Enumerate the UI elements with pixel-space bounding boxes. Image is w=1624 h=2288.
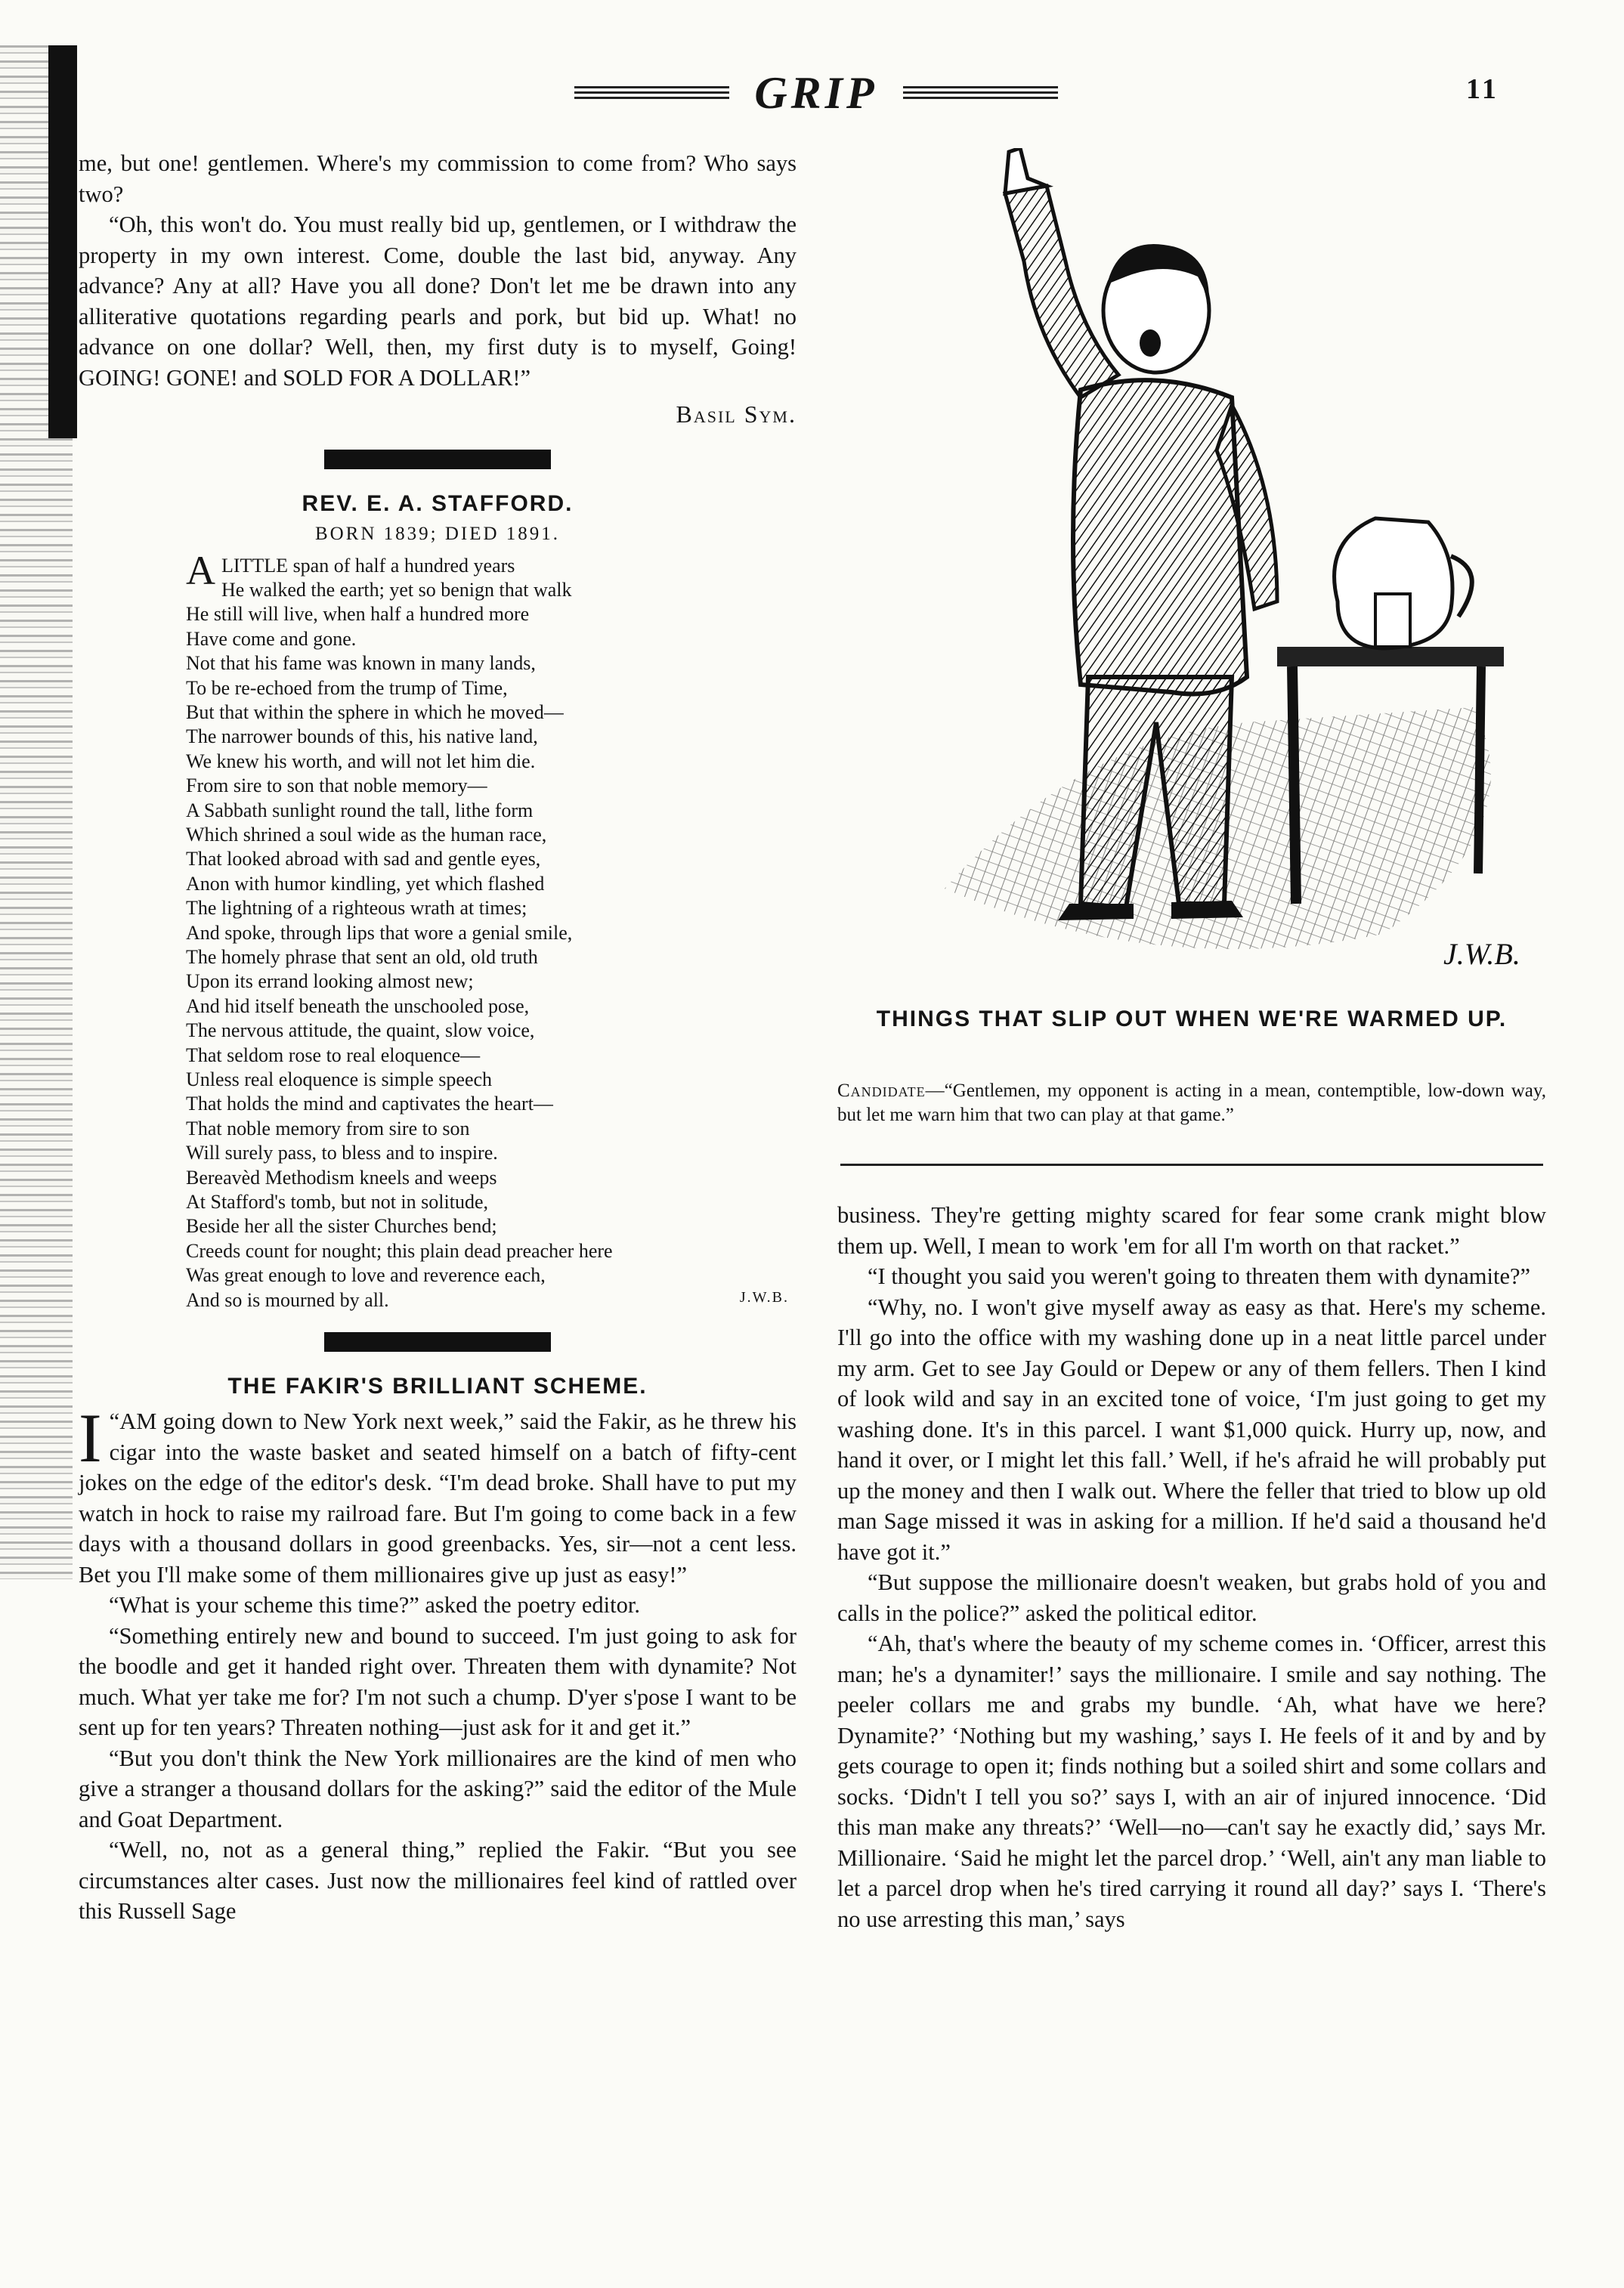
story-paragraph: “I thought you said you weren't going to threaten them with dynamite?”: [868, 1263, 1531, 1289]
poem-dropcap: A: [186, 547, 215, 593]
cartoon-caption: [837, 1079, 1546, 1127]
auction-paragraph: me, but one! gentlemen. Where's my commission to come from? Who says two?: [79, 150, 797, 207]
poem-line: And hid itself beneath the unschooled pose,: [186, 994, 530, 1017]
left-column: [79, 148, 797, 1927]
poem-line: And spoke, through lips that wore a genial smile,: [186, 921, 573, 944]
artist-signature: J.W.B.: [1443, 937, 1520, 971]
caption-rule: [840, 1164, 1543, 1166]
poem-line: Beside her all the sister Churches bend;: [186, 1215, 497, 1238]
poem-body: [79, 547, 797, 1313]
poem-line: The homely phrase that sent an old, old truth: [186, 946, 538, 968]
story-open-quote: “: [109, 1408, 120, 1435]
poem-dates: BORN 1839; DIED 1891.: [314, 523, 561, 544]
poem-signature: J.W.B.: [739, 1288, 789, 1306]
story-title: THE FAKIR'S BRILLIANT SCHEME.: [227, 1374, 648, 1399]
story-paragraph: “Why, no. I won't give myself away as easy as that. Here's my scheme. I'll go into the office with my washing done up in a neat little parcel under my arm. Get to see Jay Gould or Depew or any of them fellers. Then I kind of look wild and say in an excited tone of voice, ‘I'm just going to get my washing done. It's in this parcel. I want $1,000 quick. Hurry up, now, and hand it over, or I might let this fall.’ Well, if he's afraid he will probably put up the money and then I walk out. Where the feller that tried to blow up old man Sage missed it was in asking for a million. If he'd said a thousand he'd have got it.”: [837, 1294, 1546, 1565]
poem-line: Not that his fame was known in many lands,: [186, 652, 536, 675]
poem-line: And so is mourned by all.: [186, 1288, 389, 1311]
poem-line: That holds the mind and captivates the heart—: [186, 1093, 553, 1115]
poem-line: He walked the earth; yet so benign that walk: [221, 578, 572, 601]
story-paragraph: “What is your scheme this time?” asked the poetry editor.: [109, 1592, 640, 1619]
poem-line: That noble memory from sire to son: [186, 1117, 470, 1139]
story-paragraph: “But you don't think the New York millionaires are the kind of men who give a stranger a thousand dollars for the asking?” said the editor of the Mule and Goat Department.: [79, 1745, 797, 1832]
poem-line: He still will live, when half a hundred more: [186, 603, 530, 626]
poem-line: That seldom rose to real eloquence—: [186, 1044, 481, 1066]
cartoon-title: THINGS THAT SLIP OUT WHEN WE'RE WARMED UP.: [876, 1006, 1508, 1031]
masthead: [574, 66, 1058, 119]
story-paragraph: [79, 1399, 797, 1590]
poem-line: Upon its errand looking almost new;: [186, 970, 474, 993]
poem-line: Have come and gone.: [186, 627, 357, 650]
story-paragraph: “Something entirely new and bound to succeed. I'm just going to ask for the boodle and get it handed right over. Threaten them with dynamite? Not much. What yer take me for? I'm not such a chump. D'yer s'pose I want to be sent up for ten years? Threaten nothing—just ask for it and get it.”: [79, 1622, 797, 1741]
poem-line: Unless real eloquence is simple speech: [186, 1068, 493, 1091]
poem-line: Anon with humor kindling, yet which flashed: [186, 872, 545, 895]
section-divider: [324, 1332, 551, 1352]
auction-signature: Basil Sym.: [676, 400, 797, 428]
poem-title: REV. E. A. STAFFORD.: [302, 490, 574, 516]
poem-line: Bereavèd Methodism kneels and weeps: [186, 1166, 497, 1189]
auction-paragraph: “Oh, this won't do. You must really bid up, gentlemen, or I withdraw the property in my own interest. Come, double the last bid, anyway. Any advance? Any at all? Have you all done? Don't let me be drawn into any alliterative quotations regarding pearls and pork, but bid up. What! no advance on one dollar? Well, then, my first duty is to myself, Going! GOING! GONE! and SOLD FOR A DOLLAR!”: [79, 212, 797, 391]
page-number: 11: [1466, 73, 1499, 105]
poem-line: To be re-echoed from the trump of Time,: [186, 676, 508, 699]
poem-line: From sire to son that noble memory—: [186, 775, 487, 797]
water-pitcher: [1335, 518, 1472, 648]
masthead-rule-left: [574, 86, 729, 100]
poem-line: Creeds count for nought; this plain dead preacher here: [186, 1239, 613, 1262]
poem-line: But that within the sphere in which he moved—: [186, 700, 564, 723]
section-divider: [324, 450, 551, 469]
poem-line: That looked abroad with sad and gentle eyes,: [186, 848, 541, 870]
story-paragraph: “Well, no, not as a general thing,” replied the Fakir. “But you see circumstances alter cases. Just now the millionaires feel kind of rattled over this Russell Sage: [79, 1837, 797, 1925]
pointing-hand: [1005, 148, 1047, 193]
poem-line: Which shrined a soul wide as the human race,: [186, 823, 547, 846]
candidate-cartoon-illustration: [854, 148, 1549, 991]
caption-quote: —“Gentlemen, my opponent is acting in a mean, contemptible, low-down way, but let me warn him that two can play at that game.”: [837, 1081, 1546, 1125]
poem-line: The narrower bounds of this, his native land,: [186, 725, 538, 748]
poem-line: We knew his worth, and will not let him die.: [186, 750, 536, 772]
torso: [1073, 380, 1247, 694]
poem-line: Will surely pass, to bless and to inspire.: [186, 1142, 498, 1164]
masthead-title: GRIP: [754, 68, 878, 118]
story-paragraph: business. They're getting mighty scared for fear some crank might blow them up. Well, I mean to work 'em for all I'm worth on that racket.”: [837, 1202, 1546, 1259]
poem-line: The nervous attitude, the quaint, slow voice,: [186, 1019, 535, 1042]
poem-line: The lightning of a righteous wrath at times;: [186, 897, 527, 920]
story-paragraph: “But suppose the millionaire doesn't weaken, but grabs hold of you and calls in the police?” asked the political editor.: [837, 1569, 1546, 1626]
masthead-rule-right: [903, 86, 1058, 100]
story-paragraph: “Ah, that's where the beauty of my scheme comes in. ‘Officer, arrest this man; he's a dynamiter!’ says the millionaire. I smile and say nothing. The peeler collars me and grabs my bundle. ‘Ah, what have we here? Dynamite?’ ‘Nothing but my washing,’ says I. He feels of it and by and by gets courage to open it; finds nothing but a soiled shirt and some collars and socks. ‘Didn't I tell you so?’ says I, with an air of injured innocence. ‘Did this man make any threats?’ ‘Well—no—can't say he exactly did,’ says Mr. Millionaire. ‘Said he might let the parcel drop.’ ‘Well, ain't any man liable to let a parcel drop when he's tired carrying it round all day?’ says I. ‘There's no use arresting this man,’ says: [837, 1631, 1546, 1932]
caption-speaker: Candidate: [837, 1081, 926, 1101]
poem-line: Was great enough to love and reverence each,: [186, 1264, 546, 1287]
poem-lines: [186, 578, 797, 1313]
right-column: [837, 1200, 1546, 1934]
poem-first-line: LITTLE span of half a hundred years: [221, 554, 515, 577]
poem-line: A Sabbath sunlight round the tall, lithe form: [186, 799, 534, 821]
open-mouth: [1140, 329, 1161, 357]
poem-line: At Stafford's tomb, but not in solitude,: [186, 1191, 488, 1214]
binding-shadow: [48, 45, 77, 438]
story-first-text: AM going down to New York next week,” said the Fakir, as he threw his cigar into the waste basket and seated himself on a batch of fifty-cent jokes on the edge of the editor's desk. “I'm dead broke. Shall have to put my watch in hock to raise my railroad fare. But I'm going to come back in a few days with a thousand dollars in good greenbacks. Yes, sir—not a cent less. Bet you I'll make some of them millionaires give up just as easy!”: [79, 1408, 797, 1588]
story-dropcap: I: [79, 1399, 102, 1477]
raised-arm: [1005, 186, 1118, 397]
